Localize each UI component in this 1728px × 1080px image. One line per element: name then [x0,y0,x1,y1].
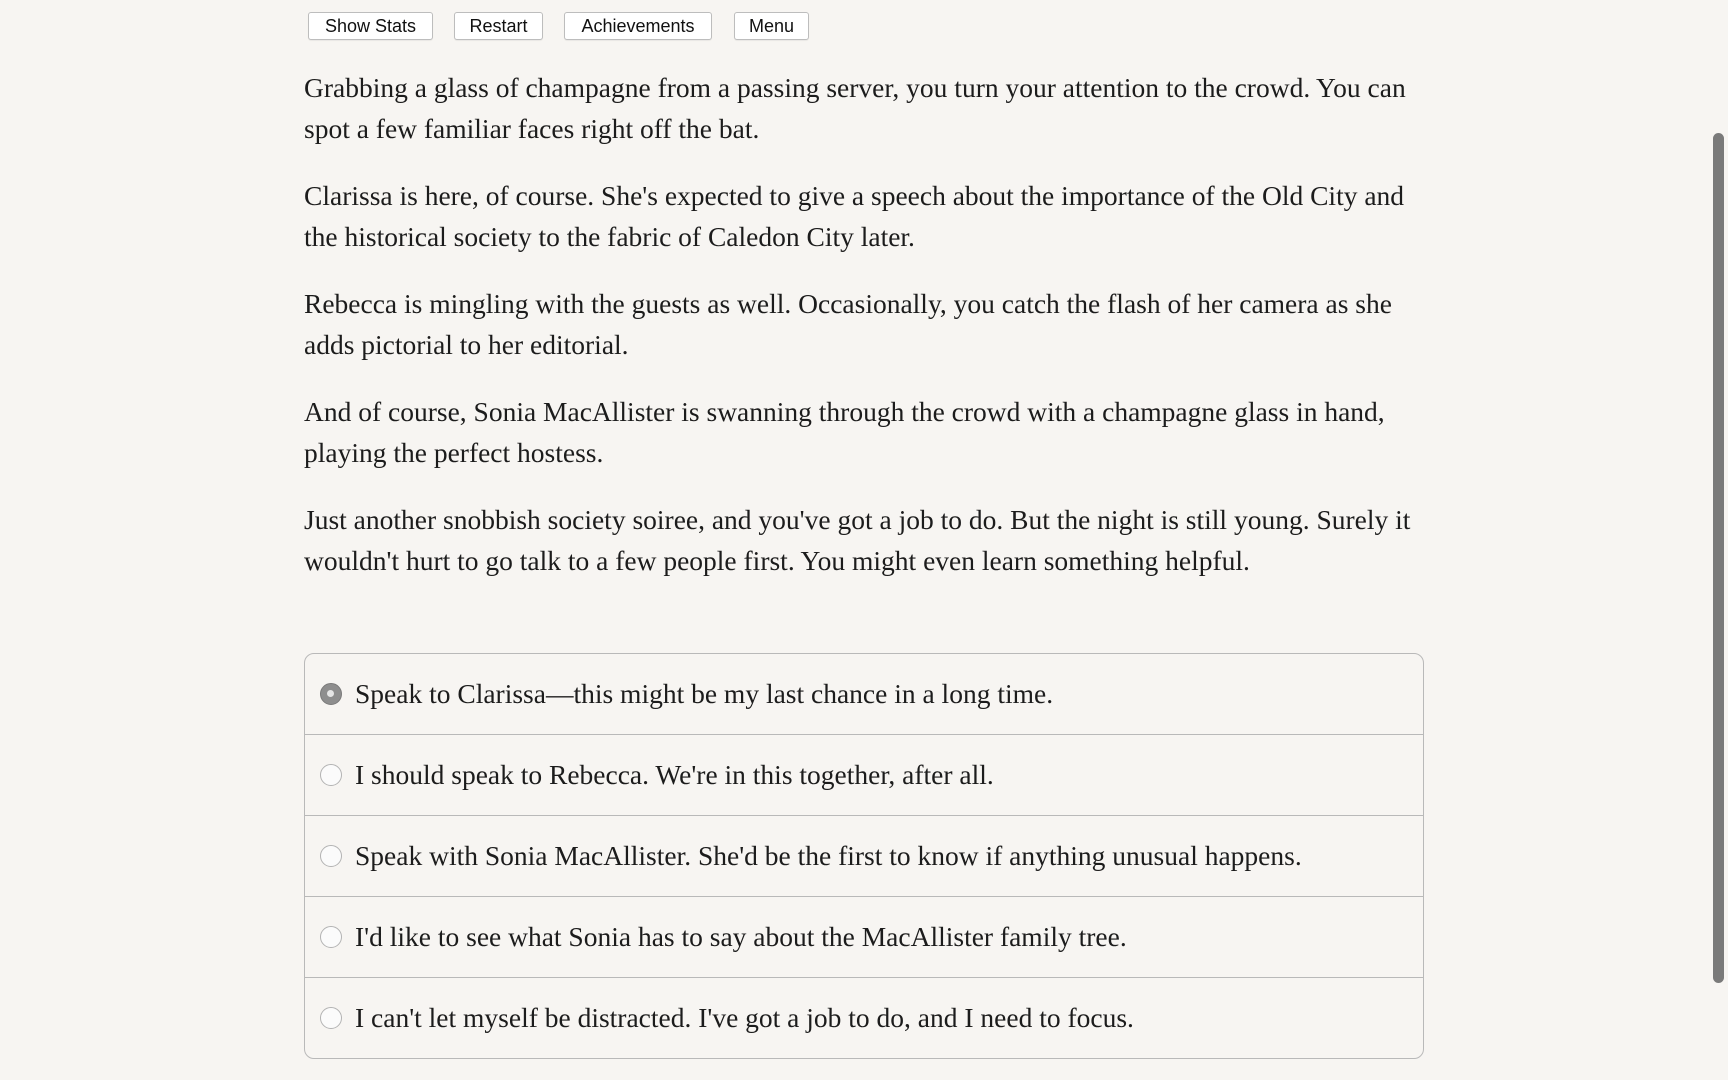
story-paragraph: Clarissa is here, of course. She's expected to give a speech about the importance of the Old City and the historical society to the fabric of Caledon City later. [304,180,1405,252]
choice-option[interactable] [305,896,1423,977]
radio-button[interactable] [320,1007,342,1029]
choice-option[interactable] [305,734,1423,815]
scrollbar[interactable] [1710,0,1728,1080]
choice-list [304,653,1424,1059]
radio-button[interactable] [320,926,342,948]
choice-label: Speak with Sonia MacAllister. She'd be the first to know if anything unusual happens. [355,840,1302,871]
choice-option[interactable] [305,815,1423,896]
radio-button[interactable] [320,764,342,786]
story-paragraph: Rebecca is mingling with the guests as well. Occasionally, you catch the flash of her camera as she adds pictorial to her editorial. [304,288,1392,360]
choice-label: I'd like to see what Sonia has to say about the MacAllister family tree. [355,921,1127,952]
choice-option[interactable] [305,977,1423,1058]
choice-label: I can't let myself be distracted. I've got a job to do, and I need to focus. [355,1002,1134,1033]
menu-button[interactable]: Menu [734,12,809,40]
story-text [304,68,1424,608]
story-paragraph: Just another snobbish society soiree, and you've got a job to do. But the night is still young. Surely it wouldn't hurt to go talk to a few people first. You might even learn something helpful. [304,504,1411,576]
choice-option[interactable] [305,654,1423,734]
radio-button[interactable] [320,683,342,705]
story-paragraph: And of course, Sonia MacAllister is swanning through the crowd with a champagne glass in hand, playing the perfect hostess. [304,396,1385,468]
story-paragraph: Grabbing a glass of champagne from a passing server, you turn your attention to the crowd. You can spot a few familiar faces right off the bat. [304,72,1406,144]
scrollbar-thumb[interactable] [1713,133,1724,983]
radio-button[interactable] [320,845,342,867]
choice-label: Speak to Clarissa—this might be my last chance in a long time. [355,678,1054,709]
choice-label: I should speak to Rebecca. We're in this together, after all. [355,759,994,790]
show-stats-button[interactable]: Show Stats [308,12,433,40]
restart-button[interactable]: Restart [454,12,543,40]
achievements-button[interactable]: Achievements [564,12,712,40]
